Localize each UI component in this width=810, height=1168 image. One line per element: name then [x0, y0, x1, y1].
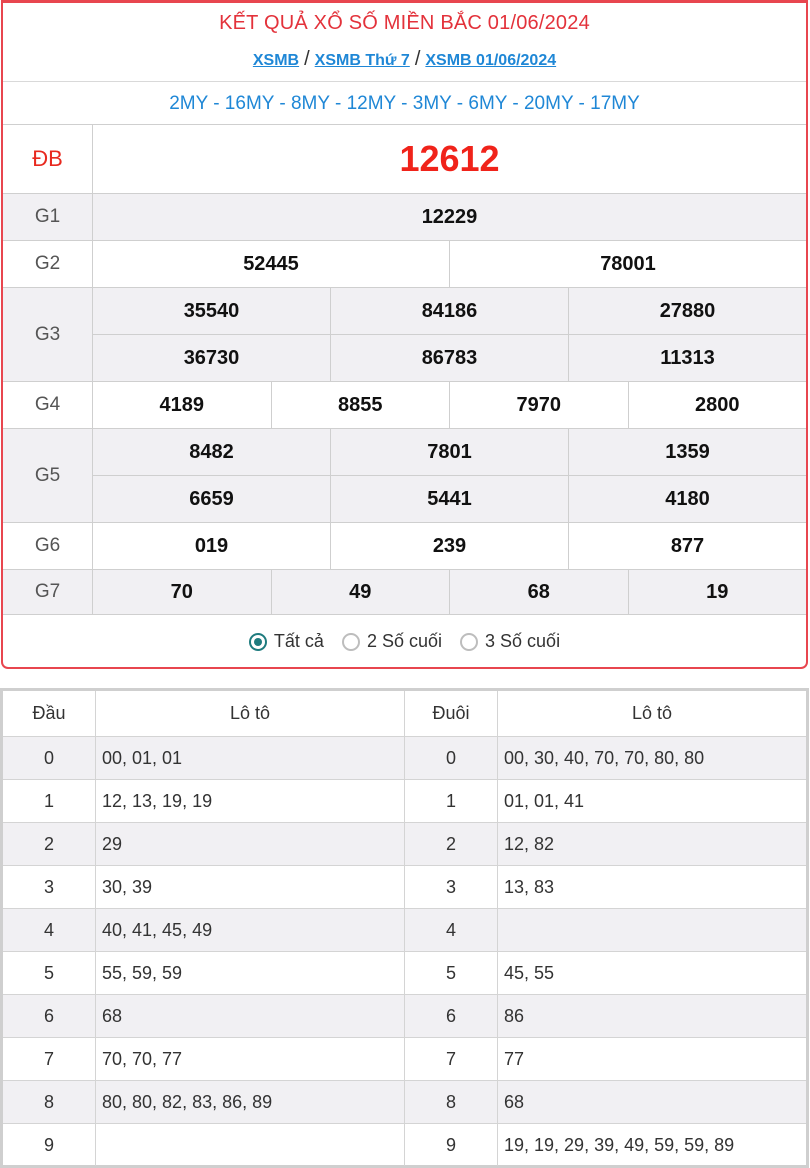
- digit-filter-group: [3, 631, 806, 652]
- table-row: [3, 1080, 806, 1123]
- filter-radio-last-3[interactable]: [460, 631, 560, 652]
- prize-value: 36730: [183, 346, 240, 369]
- prize-value: 1359: [568, 429, 806, 475]
- duoi-key: 4: [405, 909, 498, 951]
- table-row: [3, 994, 806, 1037]
- prize-row-g5: [3, 428, 806, 522]
- duoi-key: 8: [405, 1081, 498, 1123]
- duoi-key: 3: [405, 866, 498, 908]
- dau-loto: 70, 70, 77: [96, 1038, 405, 1080]
- dau-loto: 55, 59, 59: [96, 952, 405, 994]
- dau-loto: 30, 39: [96, 866, 405, 908]
- prize-value: 8855: [271, 382, 450, 428]
- table-row: [3, 1037, 806, 1080]
- divider: [3, 81, 806, 82]
- duoi-key: 2: [405, 823, 498, 865]
- prize-value: 877: [568, 523, 806, 569]
- prize-row-g4: [3, 381, 806, 428]
- loto-table: [0, 688, 809, 1168]
- dau-key: 8: [3, 1081, 96, 1123]
- breadcrumb-separator: /: [414, 48, 421, 70]
- dau-key: 2: [3, 823, 96, 865]
- header-dau: Đầu: [3, 691, 96, 736]
- duoi-loto: 86: [504, 1005, 525, 1026]
- table-row: [3, 865, 806, 908]
- prize-value: 2800: [628, 382, 807, 428]
- filter-radio-all[interactable]: [249, 631, 324, 652]
- page-title: KẾT QUẢ XỔ SỐ MIỀN BẮC 01/06/2024: [219, 12, 590, 34]
- breadcrumb-separator: /: [304, 48, 310, 70]
- prize-row-g7: [3, 569, 806, 615]
- prize-label: G1: [3, 194, 93, 240]
- prize-value: 11313: [568, 335, 806, 381]
- table-row: [3, 736, 806, 779]
- prize-value: 49: [271, 570, 450, 614]
- duoi-loto: 77: [504, 1048, 525, 1069]
- breadcrumb: [3, 48, 806, 71]
- duoi-loto: 13, 83: [504, 876, 555, 897]
- duoi-key: 9: [405, 1124, 498, 1166]
- header-duoi: Đuôi: [405, 691, 498, 736]
- duoi-loto: 01, 01, 41: [504, 790, 585, 811]
- dau-loto: 00, 01, 01: [96, 737, 405, 779]
- prize-value: 19: [628, 570, 807, 614]
- breadcrumb-link-xsmb[interactable]: XSMB: [252, 52, 300, 69]
- dau-loto: [96, 1124, 405, 1166]
- prize-label: G5: [3, 429, 93, 522]
- prize-value: 78001: [449, 241, 806, 287]
- prize-row-g1: [3, 193, 806, 240]
- filter-label: Tất cả: [273, 631, 324, 651]
- prize-label: G3: [3, 288, 93, 381]
- header-loto: Lô tô: [631, 703, 673, 723]
- prize-value: 27880: [568, 288, 806, 334]
- prize-value: 7970: [449, 382, 628, 428]
- table-row: [3, 951, 806, 994]
- prize-label: G7: [3, 570, 93, 614]
- prize-row-g3: [3, 287, 806, 381]
- table-row: [3, 822, 806, 865]
- prize-label: G6: [3, 523, 93, 569]
- table-row: [3, 779, 806, 822]
- prize-value: 019: [194, 534, 229, 557]
- prize-table: [3, 124, 806, 615]
- duoi-key: 1: [405, 780, 498, 822]
- prize-row-db: [3, 124, 806, 193]
- breadcrumb-link-xsmb-thu-7[interactable]: XSMB Thứ 7: [314, 52, 410, 69]
- prize-value: 52445: [243, 252, 299, 275]
- prize-label: G4: [3, 382, 93, 428]
- results-card: [1, 0, 808, 669]
- duoi-loto: 19, 19, 29, 39, 49, 59, 59, 89: [504, 1134, 735, 1155]
- duoi-loto: [498, 909, 806, 951]
- dau-loto: 12, 13, 19, 19: [96, 780, 405, 822]
- dau-loto: 80, 80, 82, 83, 86, 89: [96, 1081, 405, 1123]
- prize-row-g6: [3, 522, 806, 569]
- header-loto: Lô tô: [96, 691, 405, 736]
- filter-label: 3 Số cuối: [485, 631, 561, 651]
- prize-value: 84186: [330, 288, 568, 334]
- table-row: [3, 908, 806, 951]
- filter-radio-last-2[interactable]: [342, 631, 442, 652]
- breadcrumb-link-xsmb-date[interactable]: XSMB 01/06/2024: [425, 52, 557, 69]
- prize-label: G2: [3, 241, 93, 287]
- duoi-key: 5: [405, 952, 498, 994]
- prize-value: 4189: [159, 393, 204, 416]
- filter-label: 2 Số cuối: [366, 631, 443, 651]
- dau-key: 1: [3, 780, 96, 822]
- dau-key: 9: [3, 1124, 96, 1166]
- duoi-loto: 00, 30, 40, 70, 70, 80, 80: [504, 747, 705, 768]
- dau-key: 0: [3, 737, 96, 779]
- dau-key: 4: [3, 909, 96, 951]
- duoi-key: 0: [405, 737, 498, 779]
- prize-value: 35540: [183, 299, 240, 322]
- duoi-key: 6: [405, 995, 498, 1037]
- dau-loto: 29: [96, 823, 405, 865]
- dau-key: 5: [3, 952, 96, 994]
- prize-value: 12229: [421, 205, 478, 228]
- prize-value: 4180: [568, 476, 806, 522]
- radio-checked-icon[interactable]: [249, 633, 267, 651]
- duoi-loto: 45, 55: [504, 962, 555, 983]
- dau-key: 3: [3, 866, 96, 908]
- radio-unchecked-icon[interactable]: [460, 633, 478, 651]
- prize-value: 68: [449, 570, 628, 614]
- dau-key: 6: [3, 995, 96, 1037]
- duoi-loto: 12, 82: [504, 833, 555, 854]
- prize-value: 7801: [330, 429, 568, 475]
- prize-value: 8482: [189, 440, 234, 463]
- prize-value: 70: [170, 580, 193, 603]
- prize-value: 86783: [330, 335, 568, 381]
- duoi-loto: 68: [504, 1091, 525, 1112]
- prize-label: ĐB: [3, 125, 93, 193]
- loto-header-row: [3, 691, 806, 736]
- prize-value: 6659: [189, 487, 234, 510]
- duoi-key: 7: [405, 1038, 498, 1080]
- radio-unchecked-icon[interactable]: [342, 633, 360, 651]
- dau-loto: 68: [96, 995, 405, 1037]
- special-prize-value: 12612: [399, 138, 500, 179]
- prize-value: 239: [330, 523, 568, 569]
- table-row: [3, 1123, 806, 1166]
- draw-codes: 2MY - 16MY - 8MY - 12MY - 3MY - 6MY - 20MY - 17MY: [169, 93, 640, 114]
- dau-loto: 40, 41, 45, 49: [96, 909, 405, 951]
- prize-row-g2: [3, 240, 806, 287]
- prize-value: 5441: [330, 476, 568, 522]
- dau-key: 7: [3, 1038, 96, 1080]
